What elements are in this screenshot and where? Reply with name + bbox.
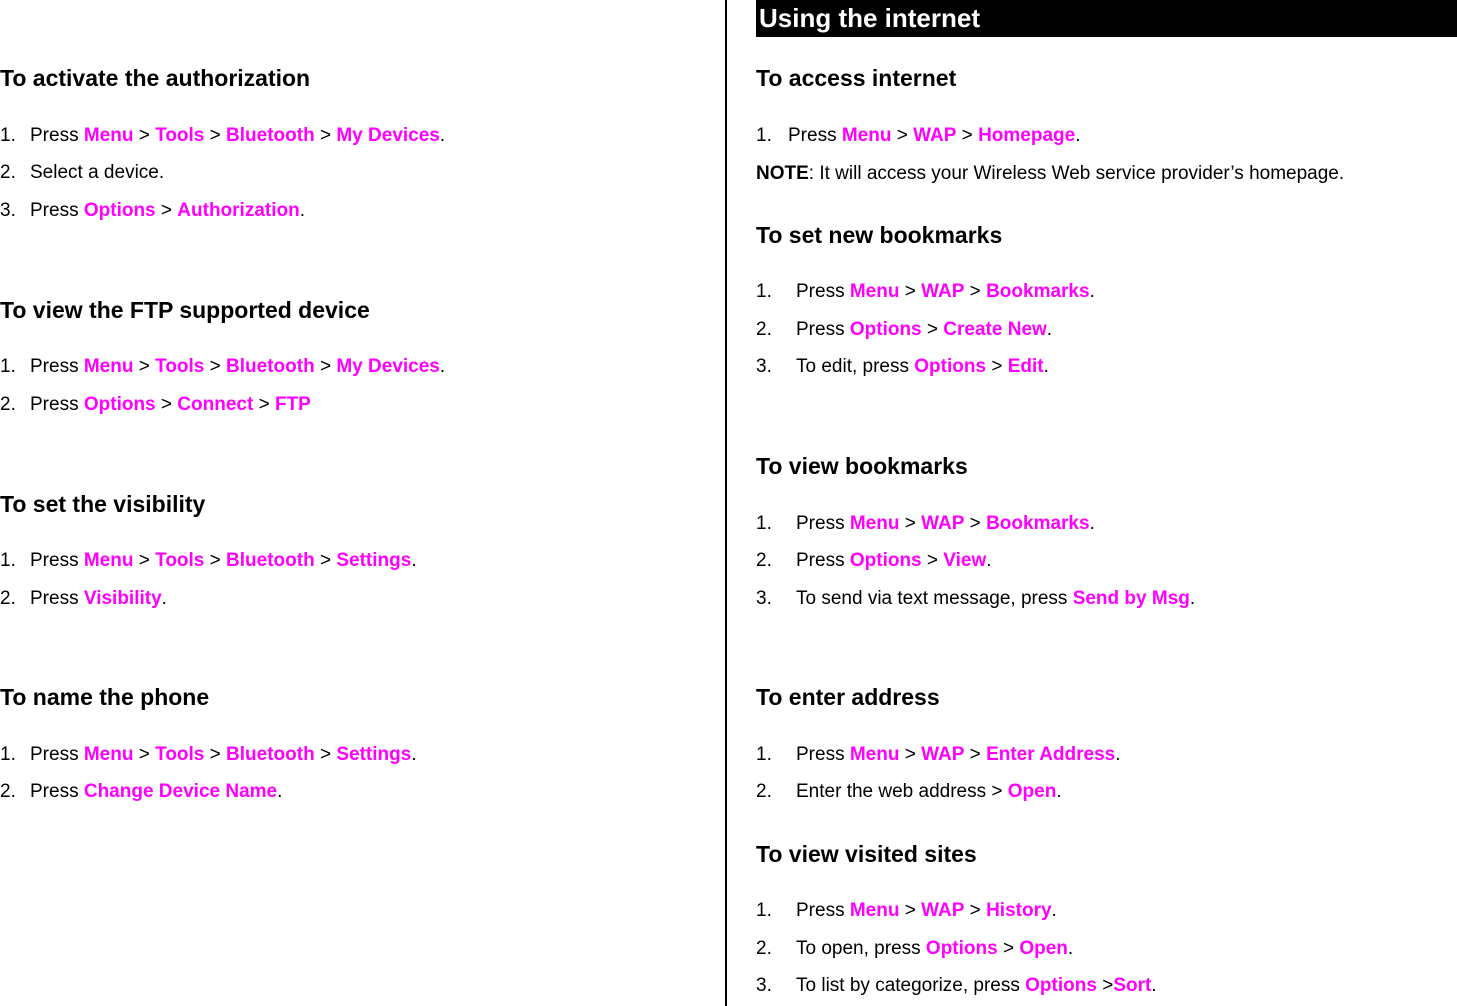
step-number: 1. xyxy=(756,281,772,302)
step-text: Press xyxy=(30,550,84,571)
step-text: > xyxy=(204,125,227,146)
step-item xyxy=(756,318,1052,342)
step-number: 3. xyxy=(756,356,772,377)
menu-keyword: WAP xyxy=(921,744,965,765)
menu-keyword: Settings xyxy=(336,550,412,571)
step-item xyxy=(756,280,1095,304)
step-text: > xyxy=(964,900,987,921)
menu-keyword: My Devices xyxy=(336,125,440,146)
step-text: > xyxy=(964,513,987,534)
step-number: 2. xyxy=(756,319,772,340)
step-number: 2. xyxy=(0,394,16,415)
menu-keyword: Create New xyxy=(943,319,1047,340)
step-item xyxy=(756,899,1057,923)
menu-keyword: Menu xyxy=(83,356,134,377)
section-heading-to-access-internet: To access internet xyxy=(756,65,957,91)
section-heading-to-name-the-phone: To name the phone xyxy=(0,684,210,710)
step-text: Press xyxy=(796,319,850,340)
section-heading-to-set-the-visibility: To set the visibility xyxy=(0,491,206,517)
step-item xyxy=(756,124,1080,148)
step-text: > xyxy=(204,744,227,765)
menu-keyword: Options xyxy=(849,550,922,571)
step-text: Press xyxy=(30,200,84,221)
step-number: 1. xyxy=(756,513,772,534)
step-item xyxy=(756,512,1095,536)
step-text: . xyxy=(1075,125,1081,146)
step-text: > xyxy=(964,281,987,302)
step-item xyxy=(0,780,282,804)
menu-keyword: Options xyxy=(1025,975,1097,996)
step-item xyxy=(0,393,311,417)
menu-keyword: Options xyxy=(83,394,156,415)
menu-keyword: View xyxy=(943,550,987,571)
step-text: Press xyxy=(796,513,850,534)
step-text: > xyxy=(314,125,337,146)
step-text: To open, press xyxy=(796,938,926,959)
step-text: : It will access your Wireless Web service provider’s homepage. xyxy=(808,163,1345,184)
step-text: > xyxy=(155,200,178,221)
step-number: 3. xyxy=(756,588,772,609)
step-text: > xyxy=(314,744,337,765)
menu-keyword: Options xyxy=(83,200,156,221)
step-item xyxy=(0,743,417,767)
step-text: Press xyxy=(30,781,84,802)
step-text: Select a device. xyxy=(30,162,165,183)
menu-keyword: My Devices xyxy=(336,356,440,377)
step-number: 2. xyxy=(756,781,772,802)
section-heading-to-set-new-bookmarks: To set new bookmarks xyxy=(756,222,1003,248)
menu-keyword: Sort xyxy=(1113,975,1152,996)
menu-keyword: Edit xyxy=(1007,356,1044,377)
menu-keyword: Connect xyxy=(177,394,254,415)
menu-keyword: Change Device Name xyxy=(83,781,278,802)
step-text: Enter the web address > xyxy=(796,781,1008,802)
step-text: > xyxy=(921,550,944,571)
step-text: . xyxy=(161,588,167,609)
menu-keyword: Enter Address xyxy=(986,744,1116,765)
step-text: Press xyxy=(788,125,842,146)
menu-keyword: WAP xyxy=(921,281,965,302)
step-item xyxy=(0,124,445,148)
menu-keyword: Open xyxy=(1019,938,1068,959)
step-item xyxy=(756,162,1344,186)
step-text: > xyxy=(921,319,944,340)
menu-keyword: Bookmarks xyxy=(986,513,1090,534)
step-text: > xyxy=(964,744,987,765)
section-banner: Using the internet xyxy=(756,0,1457,37)
menu-keyword: Tools xyxy=(155,744,205,765)
step-text: > xyxy=(986,356,1008,377)
step-text: . xyxy=(1067,938,1074,959)
step-number: 1. xyxy=(756,125,772,146)
step-text: . xyxy=(1089,281,1095,302)
step-text: Press xyxy=(796,900,850,921)
step-text: . xyxy=(1151,975,1157,996)
section-heading-to-view-visited-sites: To view visited sites xyxy=(756,841,977,867)
menu-keyword: Options xyxy=(914,356,987,377)
step-text: Press xyxy=(30,394,84,415)
menu-keyword: Tools xyxy=(155,125,205,146)
step-text: > xyxy=(899,281,922,302)
menu-keyword: Menu xyxy=(849,281,900,302)
step-number: 3. xyxy=(0,200,16,221)
step-text: . xyxy=(1046,319,1053,340)
step-number: 1. xyxy=(0,356,16,377)
step-text: . xyxy=(277,781,283,802)
step-item xyxy=(0,355,445,379)
menu-keyword: Bookmarks xyxy=(986,281,1090,302)
menu-keyword: Menu xyxy=(83,744,134,765)
menu-keyword: Send by Msg xyxy=(1072,588,1190,609)
step-text: . xyxy=(439,356,446,377)
menu-keyword: Menu xyxy=(83,125,134,146)
step-text: > xyxy=(133,550,156,571)
menu-keyword: WAP xyxy=(921,900,965,921)
step-number: 2. xyxy=(756,550,772,571)
menu-keyword: Bluetooth xyxy=(226,356,315,377)
menu-keyword: Menu xyxy=(849,900,900,921)
menu-keyword: Visibility xyxy=(83,588,162,609)
section-heading-to-activate-the-authorization: To activate the authorization xyxy=(0,65,311,91)
menu-keyword: Bluetooth xyxy=(226,550,315,571)
step-text: > xyxy=(997,938,1020,959)
step-item xyxy=(756,549,992,573)
step-text: . xyxy=(1056,781,1062,802)
menu-keyword: Menu xyxy=(849,744,900,765)
step-text: > xyxy=(253,394,275,415)
step-text: Press xyxy=(796,281,850,302)
step-number: 1. xyxy=(756,900,772,921)
step-number: 3. xyxy=(756,975,772,996)
menu-keyword: WAP xyxy=(921,513,965,534)
menu-keyword: Bluetooth xyxy=(226,125,315,146)
step-text: . xyxy=(986,550,992,571)
menu-keyword: Settings xyxy=(336,744,412,765)
menu-keyword: Open xyxy=(1007,781,1057,802)
menu-keyword: Tools xyxy=(155,550,205,571)
column-divider xyxy=(725,0,727,1006)
step-text: . xyxy=(1089,513,1095,534)
step-text: > xyxy=(891,125,914,146)
step-item xyxy=(0,549,417,573)
step-text: . xyxy=(439,125,446,146)
step-text: > xyxy=(155,394,178,415)
step-text: . xyxy=(411,744,417,765)
menu-keyword: FTP xyxy=(274,394,311,415)
section-heading-to-view-the-ftp-supported-device: To view the FTP supported device xyxy=(0,297,370,323)
section-heading-to-enter-address: To enter address xyxy=(756,684,940,710)
step-text: Press xyxy=(796,550,850,571)
step-text: > xyxy=(204,550,227,571)
step-text: > xyxy=(899,900,922,921)
step-text: > xyxy=(899,744,922,765)
step-number: 1. xyxy=(0,125,16,146)
step-item xyxy=(756,587,1195,611)
step-text: > xyxy=(314,356,337,377)
menu-keyword: Options xyxy=(849,319,922,340)
step-item xyxy=(756,937,1073,961)
step-text: > xyxy=(314,550,337,571)
menu-keyword: Authorization xyxy=(177,200,300,221)
step-item xyxy=(0,587,167,611)
step-number: 1. xyxy=(756,744,772,765)
step-text: Press xyxy=(30,356,84,377)
step-text: To list by categorize, press xyxy=(796,975,1026,996)
step-number: 1. xyxy=(0,550,16,571)
step-number: 2. xyxy=(0,781,16,802)
step-text: To send via text message, press xyxy=(796,588,1073,609)
menu-keyword: Homepage xyxy=(978,125,1076,146)
step-item xyxy=(756,780,1062,804)
step-text: > xyxy=(899,513,922,534)
step-text: > xyxy=(1096,975,1114,996)
step-text: > xyxy=(204,356,227,377)
menu-keyword: Menu xyxy=(841,125,892,146)
step-item xyxy=(0,161,164,185)
step-text: Press xyxy=(30,744,84,765)
step-number: 2. xyxy=(0,588,16,609)
step-text: Press xyxy=(30,588,84,609)
step-text: Press xyxy=(796,744,850,765)
note-label: NOTE xyxy=(756,163,809,184)
step-text: > xyxy=(133,744,156,765)
menu-keyword: Bluetooth xyxy=(226,744,315,765)
step-text: > xyxy=(133,356,156,377)
step-text: . xyxy=(1115,744,1121,765)
step-text: . xyxy=(1043,356,1049,377)
step-item xyxy=(756,355,1049,379)
step-text: . xyxy=(1051,900,1057,921)
menu-keyword: History xyxy=(986,900,1052,921)
menu-keyword: Menu xyxy=(83,550,134,571)
menu-keyword: WAP xyxy=(913,125,957,146)
step-text: > xyxy=(956,125,979,146)
menu-keyword: Options xyxy=(925,938,998,959)
menu-keyword: Tools xyxy=(155,356,205,377)
menu-keyword: Menu xyxy=(849,513,900,534)
step-item xyxy=(756,743,1121,767)
step-text: Press xyxy=(30,125,84,146)
step-item xyxy=(0,199,305,223)
step-number: 1. xyxy=(0,744,16,765)
step-number: 2. xyxy=(756,938,772,959)
step-number: 2. xyxy=(0,162,16,183)
step-text: To edit, press xyxy=(796,356,915,377)
step-text: . xyxy=(299,200,306,221)
step-item xyxy=(756,974,1157,998)
step-text: > xyxy=(133,125,156,146)
step-text: . xyxy=(1189,588,1196,609)
section-heading-to-view-bookmarks: To view bookmarks xyxy=(756,453,968,479)
step-text: . xyxy=(411,550,417,571)
